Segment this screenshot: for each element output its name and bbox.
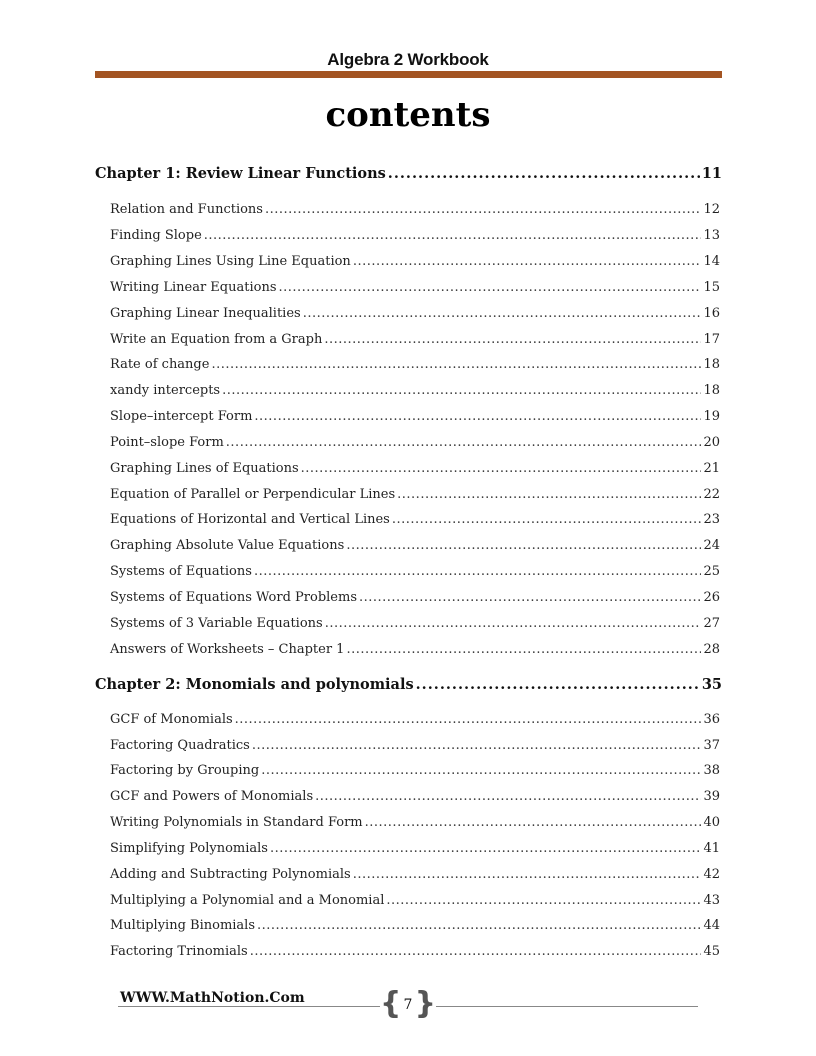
toc-item-row	[110, 893, 720, 908]
dot-leader	[386, 893, 701, 908]
toc-page-number: 18	[703, 383, 720, 398]
toc-page-number: 28	[703, 642, 720, 657]
toc-item-row	[110, 841, 720, 856]
dot-leader	[254, 564, 702, 579]
toc-page-number: 39	[703, 789, 720, 804]
dot-leader	[416, 676, 700, 693]
toc-item-title: Systems of Equations Word Problems	[110, 590, 357, 605]
toc-chapter-title: Chapter 2: Monomials and polynomials	[95, 676, 414, 693]
toc-item-title: GCF of Monomials	[110, 712, 233, 727]
dot-leader	[222, 383, 701, 398]
footer-rule-left	[118, 1006, 380, 1007]
toc-item-title: Multiplying a Polynomial and a Monomial	[110, 893, 385, 908]
toc-item-row	[110, 944, 720, 959]
left-brace-icon: {	[380, 986, 402, 1021]
page-number: 7	[403, 997, 413, 1013]
toc-page-number: 42	[703, 867, 720, 882]
toc-page-number: 38	[703, 763, 720, 778]
toc-item-row	[110, 280, 720, 295]
dot-leader	[359, 590, 701, 605]
toc-page-number: 35	[701, 676, 722, 693]
toc-item-row	[110, 357, 720, 372]
dot-leader	[265, 202, 701, 217]
dot-leader	[261, 763, 701, 778]
toc-page-number: 12	[703, 202, 720, 217]
toc-chapter-row	[95, 165, 722, 182]
toc-page-number: 20	[703, 435, 720, 450]
dot-leader	[252, 738, 702, 753]
toc-item-row	[110, 228, 720, 243]
toc-item-row	[110, 202, 720, 217]
toc-item-row	[110, 409, 720, 424]
toc-item-row	[110, 332, 720, 347]
toc-page-number: 40	[703, 815, 720, 830]
toc-page-number: 21	[703, 461, 720, 476]
toc-page-number: 41	[703, 841, 720, 856]
right-brace-icon: }	[414, 986, 436, 1021]
toc-item-title: Answers of Worksheets – Chapter 1	[110, 642, 345, 657]
toc-chapter-row	[95, 676, 722, 693]
toc-page-number: 45	[703, 944, 720, 959]
toc-item-row	[110, 867, 720, 882]
toc-page-number: 16	[703, 306, 720, 321]
toc-page-number: 13	[703, 228, 720, 243]
toc-item-title: Systems of Equations	[110, 564, 252, 579]
toc-item-row	[110, 564, 720, 579]
toc-item-row	[110, 918, 720, 933]
toc-item-row	[110, 383, 720, 398]
toc-item-title: Point–slope Form	[110, 435, 224, 450]
toc-item-row	[110, 512, 720, 527]
toc-page-number: 25	[703, 564, 720, 579]
toc-item-row	[110, 590, 720, 605]
toc-page-number: 24	[703, 538, 720, 553]
toc-item-row	[110, 815, 720, 830]
toc-item-title: Writing Linear Equations	[110, 280, 277, 295]
toc-item-title: Equation of Parallel or Perpendicular Lines	[110, 487, 396, 502]
toc-item-row	[110, 789, 720, 804]
toc-item-title: Systems of 3 Variable Equations	[110, 616, 323, 631]
dot-leader	[211, 357, 701, 372]
dot-leader	[353, 867, 702, 882]
dot-leader	[365, 815, 702, 830]
toc-item-row	[110, 616, 720, 631]
toc-item-title: Rate of change	[110, 357, 210, 372]
toc-item-title: Graphing Lines Using Line Equation	[110, 254, 351, 269]
toc-page-number: 23	[703, 512, 720, 527]
dot-leader	[226, 435, 702, 450]
footer-website: WWW.MathNotion.Com	[120, 990, 305, 1006]
toc-item-title: Writing Polynomials in Standard Form	[110, 815, 363, 830]
dot-leader	[324, 332, 701, 347]
toc-item-title: Simplifying Polynomials	[110, 841, 268, 856]
toc-page-number: 11	[701, 165, 722, 182]
dot-leader	[254, 409, 701, 424]
toc-item-title: Factoring Quadratics	[110, 738, 250, 753]
toc-item-title: Write an Equation from a Graph	[110, 332, 323, 347]
toc-item-row	[110, 738, 720, 753]
toc-page-number: 18	[703, 357, 720, 372]
toc-item-row	[110, 712, 720, 727]
toc-item-title: Multiplying Binomials	[110, 918, 256, 933]
dot-leader	[270, 841, 701, 856]
dot-leader	[257, 918, 701, 933]
toc-item-row	[110, 763, 720, 778]
toc-item-title: Graphing Lines of Equations	[110, 461, 299, 476]
dot-leader	[235, 712, 702, 727]
toc-item-title: Graphing Absolute Value Equations	[110, 538, 345, 553]
page-number-box	[380, 986, 436, 1022]
toc-item-title: Factoring by Grouping	[110, 763, 260, 778]
dot-leader	[388, 165, 700, 182]
toc-item-row	[110, 306, 720, 321]
toc-page-number: 37	[703, 738, 720, 753]
toc-page-number: 26	[703, 590, 720, 605]
dot-leader	[315, 789, 701, 804]
toc-item-title: Adding and Subtracting Polynomials	[110, 867, 351, 882]
toc-page-number: 14	[703, 254, 720, 269]
header-rule	[95, 71, 722, 78]
dot-leader	[346, 538, 701, 553]
toc-item-title: Factoring Trinomials	[110, 944, 248, 959]
toc-item-title: Relation and Functions	[110, 202, 263, 217]
dot-leader	[392, 512, 702, 527]
toc-item-row	[110, 461, 720, 476]
page-heading: contents	[325, 95, 491, 135]
toc-page-number: 22	[703, 487, 720, 502]
dot-leader	[346, 642, 701, 657]
toc-item-row	[110, 254, 720, 269]
footer-rule-right	[436, 1006, 698, 1007]
toc-item-title: Graphing Linear Inequalities	[110, 306, 301, 321]
dot-leader	[325, 616, 702, 631]
toc-page-number: 36	[703, 712, 720, 727]
toc-chapter-title: Chapter 1: Review Linear Functions	[95, 165, 386, 182]
dot-leader	[279, 280, 702, 295]
book-title: Algebra 2 Workbook	[327, 50, 489, 69]
toc-item-title: xandy intercepts	[110, 383, 221, 398]
toc-item-row	[110, 642, 720, 657]
toc-item-title: GCF and Powers of Monomials	[110, 789, 314, 804]
dot-leader	[353, 254, 702, 269]
toc-page-number: 44	[703, 918, 720, 933]
toc-page-number: 43	[703, 893, 720, 908]
toc-item-title: Finding Slope	[110, 228, 202, 243]
toc-page-number: 19	[703, 409, 720, 424]
toc-item-row	[110, 435, 720, 450]
toc-page-number: 17	[703, 332, 720, 347]
dot-leader	[301, 461, 702, 476]
dot-leader	[397, 487, 701, 502]
toc-page-number: 27	[703, 616, 720, 631]
toc-item-title: Equations of Horizontal and Vertical Lines	[110, 512, 390, 527]
toc-item-title: Slope–intercept Form	[110, 409, 253, 424]
toc-page-number: 15	[703, 280, 720, 295]
dot-leader	[250, 944, 702, 959]
toc-item-row	[110, 487, 720, 502]
toc-item-row	[110, 538, 720, 553]
dot-leader	[303, 306, 702, 321]
dot-leader	[204, 228, 702, 243]
